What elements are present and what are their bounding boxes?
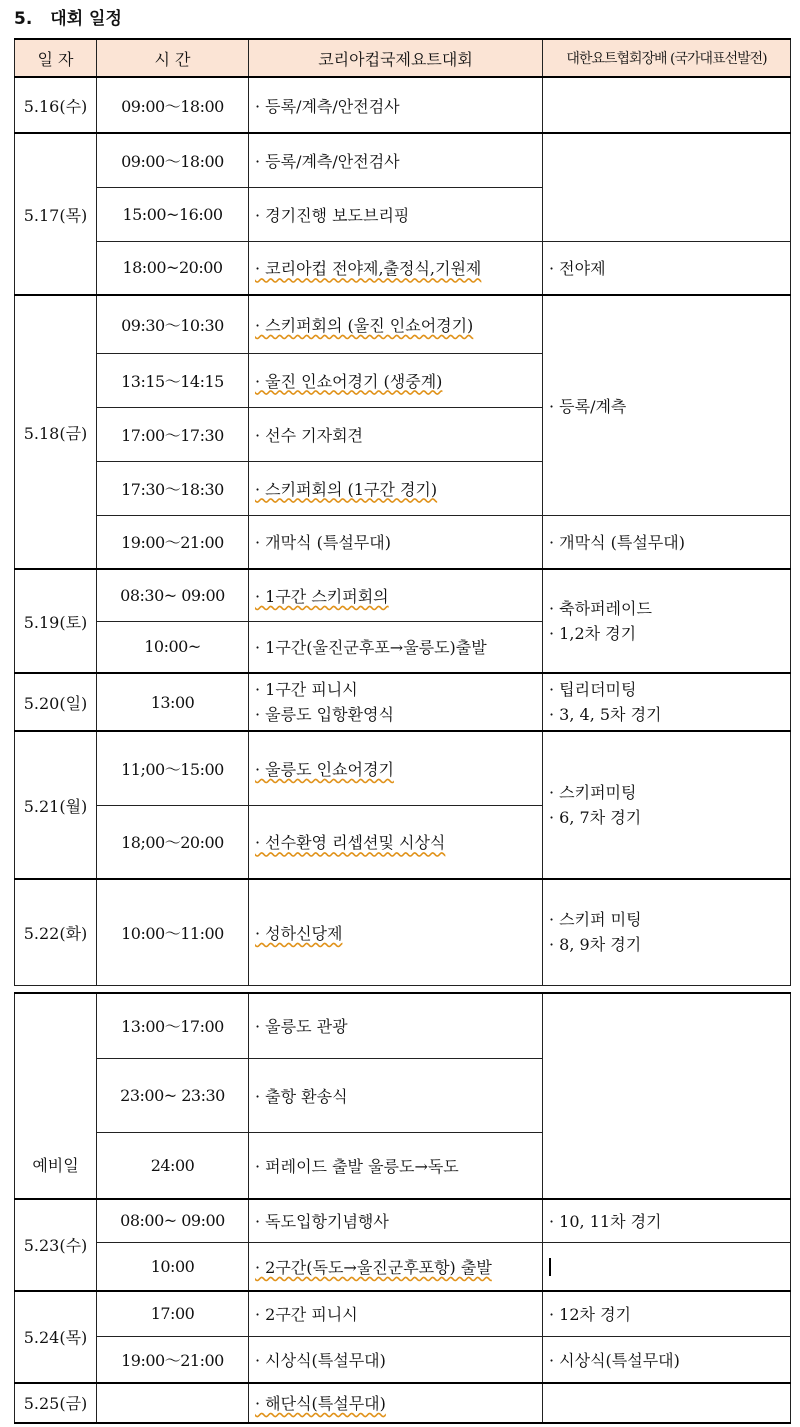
- note-cell: · 전야제: [543, 241, 791, 295]
- note-line: · 3, 4, 5차 경기: [549, 705, 662, 724]
- note-line: · 축하퍼레이드: [549, 599, 652, 618]
- time-cell: 11;00～15:00: [97, 731, 249, 805]
- table-row: [15, 1199, 791, 1243]
- table-row: [15, 241, 791, 295]
- event-cell: [249, 673, 543, 731]
- table-gap: [15, 985, 791, 993]
- event-cell: · 선수 기자회견: [249, 407, 543, 461]
- table-row: [15, 515, 791, 569]
- time-cell: 18:00~20:00: [97, 241, 249, 295]
- time-cell: 15:00~16:00: [97, 187, 249, 241]
- note-line: · 1,2차 경기: [549, 624, 637, 643]
- event-text: · 스키퍼회의 (1구간 경기): [255, 479, 438, 499]
- note-cell: · 시상식(특설무대): [543, 1337, 791, 1383]
- event-text: · 울릉도 인쇼어경기: [255, 759, 394, 779]
- date-cell: 5.25(금): [15, 1383, 97, 1423]
- event-cell: [249, 805, 543, 879]
- schedule-table: [14, 38, 791, 1424]
- time-cell: 13:00: [97, 673, 249, 731]
- time-cell: 13:00～17:00: [97, 993, 249, 1059]
- header-korea-cup: 코리아컵국제요트대회: [249, 39, 543, 77]
- date-cell: 5.18(금): [15, 295, 97, 569]
- section-title: [14, 4, 122, 29]
- note-cell: [543, 1243, 791, 1291]
- event-cell: [249, 353, 543, 407]
- note-cell: · 개막식 (특설무대): [543, 515, 791, 569]
- event-cell: · 울릉도 관광: [249, 993, 543, 1059]
- note-cell: [543, 569, 791, 673]
- header-date: 일 자: [15, 39, 97, 77]
- event-cell: [249, 241, 543, 295]
- section-title-text: 대회 일정: [50, 9, 122, 29]
- event-text: · 울진 인쇼어경기 (생중계): [255, 371, 443, 391]
- date-cell: 5.21(월): [15, 731, 97, 879]
- event-text: · 1구간 스키퍼회의: [255, 586, 389, 606]
- table-row: [15, 569, 791, 621]
- event-cell: [249, 569, 543, 621]
- note-cell: · 12차 경기: [543, 1291, 791, 1337]
- time-cell: 19:00～21:00: [97, 1337, 249, 1383]
- time-cell: 10:00: [97, 1243, 249, 1291]
- event-text: · 2구간(독도→울진군후포항) 출발: [255, 1257, 492, 1277]
- event-cell: · 2구간 피니시: [249, 1291, 543, 1337]
- date-cell: 5.17(목): [15, 133, 97, 295]
- section-number: 5.: [14, 9, 33, 29]
- event-cell: · 등록/계측/안전검사: [249, 133, 543, 187]
- event-text: · 코리아컵 전야제,출정식,기원제: [255, 259, 482, 279]
- time-cell: 13:15～14:15: [97, 353, 249, 407]
- event-cell: · 개막식 (특설무대): [249, 515, 543, 569]
- note-cell: [543, 731, 791, 879]
- event-cell: · 등록/계측/안전검사: [249, 77, 543, 133]
- time-cell: 08:00~ 09:00: [97, 1199, 249, 1243]
- time-cell: 24:00: [97, 1133, 249, 1199]
- header-row: [15, 39, 791, 77]
- time-cell: [97, 1383, 249, 1423]
- event-cell: [249, 461, 543, 515]
- date-cell: 5.20(일): [15, 673, 97, 731]
- event-line: · 1구간 피니시: [255, 680, 358, 699]
- table-row: [15, 1383, 791, 1423]
- time-cell: 17:00～17:30: [97, 407, 249, 461]
- table-row: [15, 133, 791, 187]
- event-cell: [249, 731, 543, 805]
- date-cell: 5.24(목): [15, 1291, 97, 1383]
- event-line: · 울릉도 입항환영식: [255, 705, 394, 724]
- header-kyf-cup: 대한요트협회장배 (국가대표선발전): [543, 39, 791, 77]
- event-text: · 해단식(특설무대): [255, 1394, 386, 1413]
- event-cell: [249, 1243, 543, 1291]
- event-cell: [249, 879, 543, 985]
- note-cell: [543, 77, 791, 133]
- note-line: · 스키퍼 미팅: [549, 910, 642, 930]
- time-cell: 09:00～18:00: [97, 77, 249, 133]
- time-cell: 09:30～10:30: [97, 295, 249, 353]
- note-line: · 8, 9차 경기: [549, 935, 642, 955]
- event-cell: · 경기진행 보도브리핑: [249, 187, 543, 241]
- time-cell: 19:00～21:00: [97, 515, 249, 569]
- note-cell: [543, 879, 791, 985]
- table-row: [15, 1243, 791, 1291]
- note-cell: [543, 993, 791, 1199]
- event-cell: · 출항 환송식: [249, 1059, 543, 1133]
- time-cell: 08:30~ 09:00: [97, 569, 249, 621]
- table-row: [15, 673, 791, 731]
- date-cell: 예비일: [15, 993, 97, 1199]
- table-row: [15, 295, 791, 353]
- time-cell: 17:00: [97, 1291, 249, 1337]
- note-line: · 팁리더미팅: [549, 680, 637, 699]
- event-text: · 성하신당제: [255, 923, 343, 943]
- text-cursor: [549, 1258, 551, 1276]
- event-cell: · 독도입항기념행사: [249, 1199, 543, 1243]
- note-cell: [543, 133, 791, 241]
- time-cell: 18;00～20:00: [97, 805, 249, 879]
- event-cell: · 시상식(특설무대): [249, 1337, 543, 1383]
- time-cell: 23:00~ 23:30: [97, 1059, 249, 1133]
- event-cell: [249, 1383, 543, 1423]
- table-row: [15, 879, 791, 985]
- time-cell: 09:00～18:00: [97, 133, 249, 187]
- table-row: [15, 731, 791, 805]
- note-cell: [543, 673, 791, 731]
- event-text: · 스키퍼회의 (울진 인쇼어경기): [255, 315, 474, 335]
- time-cell: 17:30～18:30: [97, 461, 249, 515]
- date-cell: 5.19(토): [15, 569, 97, 673]
- time-cell: 10:00～11:00: [97, 879, 249, 985]
- note-cell: · 10, 11차 경기: [543, 1199, 791, 1243]
- note-cell: [543, 1383, 791, 1423]
- time-cell: 10:00~: [97, 621, 249, 673]
- event-cell: · 퍼레이드 출발 울릉도→독도: [249, 1133, 543, 1199]
- table-row: [15, 1337, 791, 1383]
- event-cell: · 1구간(울진군후포→울릉도)출발: [249, 621, 543, 673]
- header-time: 시 간: [97, 39, 249, 77]
- table-row: [15, 77, 791, 133]
- date-cell: 5.16(수): [15, 77, 97, 133]
- date-cell: 5.22(화): [15, 879, 97, 985]
- table-row: [15, 993, 791, 1059]
- event-cell: [249, 295, 543, 353]
- note-line: · 스키퍼미팅: [549, 783, 637, 802]
- table-row: [15, 1291, 791, 1337]
- date-cell: 5.23(수): [15, 1199, 97, 1291]
- event-text: · 선수환영 리셉션및 시상식: [255, 833, 446, 853]
- note-cell: · 등록/계측: [543, 295, 791, 515]
- note-line: · 6, 7차 경기: [549, 808, 642, 827]
